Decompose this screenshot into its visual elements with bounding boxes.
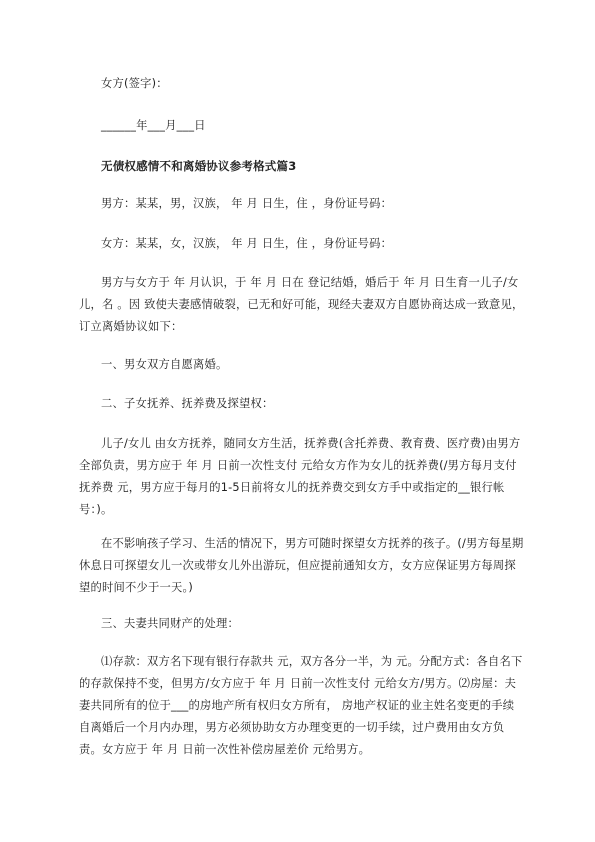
clause-2-heading: 二、子女抚养、抚养费及探望权： xyxy=(101,397,274,410)
signature-female: 女方(签字)： xyxy=(101,77,168,90)
clause-2-body: 儿子/女儿 由女方抚养，随同女方生活，抚养费(含托养费、教育费、医疗费)由男方全部负责，男方应于 年 月 日前一次性支付 元给女方作为女儿的抚养费(/男方每月支付抚养费 元，男方应于每月的1-5日前将女儿的抚养费交到女方手中或指定的__银行帐号：)。 xyxy=(79,437,521,516)
party-female: 女方：某某，女，汉族， 年 月 日生，住 ，身份证号码： xyxy=(101,237,393,250)
clause-3-heading: 三、夫妻共同财产的处理： xyxy=(101,617,239,630)
clause-1: 一、男女双方自愿离婚。 xyxy=(101,358,228,371)
date-line: ______年___月___日 xyxy=(101,119,206,132)
clause-2-visit: 在不影响孩子学习、生活的情况下，男方可随时探望女方抚养的孩子。(/男方每星期休息日可探望女儿一次或带女儿外出游玩，但应提前通知女方，女方应保证男方每周探望的时间不少于一天。) xyxy=(79,537,524,594)
section-title: 无债权感情不和离婚协议参考格式篇3 xyxy=(101,159,297,173)
party-male: 男方：某某，男，汉族， 年 月 日生，住 ，身份证号码： xyxy=(101,197,393,210)
clause-3-body: ⑴存款：双方名下现有银行存款共 元，双方各分一半，为 元。分配方式：各自名下的存款保持不变，但男方/女方应于 年 月 日前一次性支付 元给女方/男方。⑵房屋：夫妻共同所有的位于___的房地产所有权归女方所有， 房地产权证的业主姓名变更的手续自离婚后一个月内办理，男方必须协助女方办理变更的一切手续，过户费用由女方负责。女方应于 年 月 日前一次性补偿房屋差价 元给男方。 xyxy=(79,655,523,756)
intro-paragraph: 男方与女方于 年 月认识，于 年 月 日在 登记结婚，婚后于 年 月 日生育一儿子/女儿，名 。因 致使夫妻感情破裂，已无和好可能，现经夫妻双方自愿协商达成一致意见，订立离婚协议如下： xyxy=(79,276,524,333)
